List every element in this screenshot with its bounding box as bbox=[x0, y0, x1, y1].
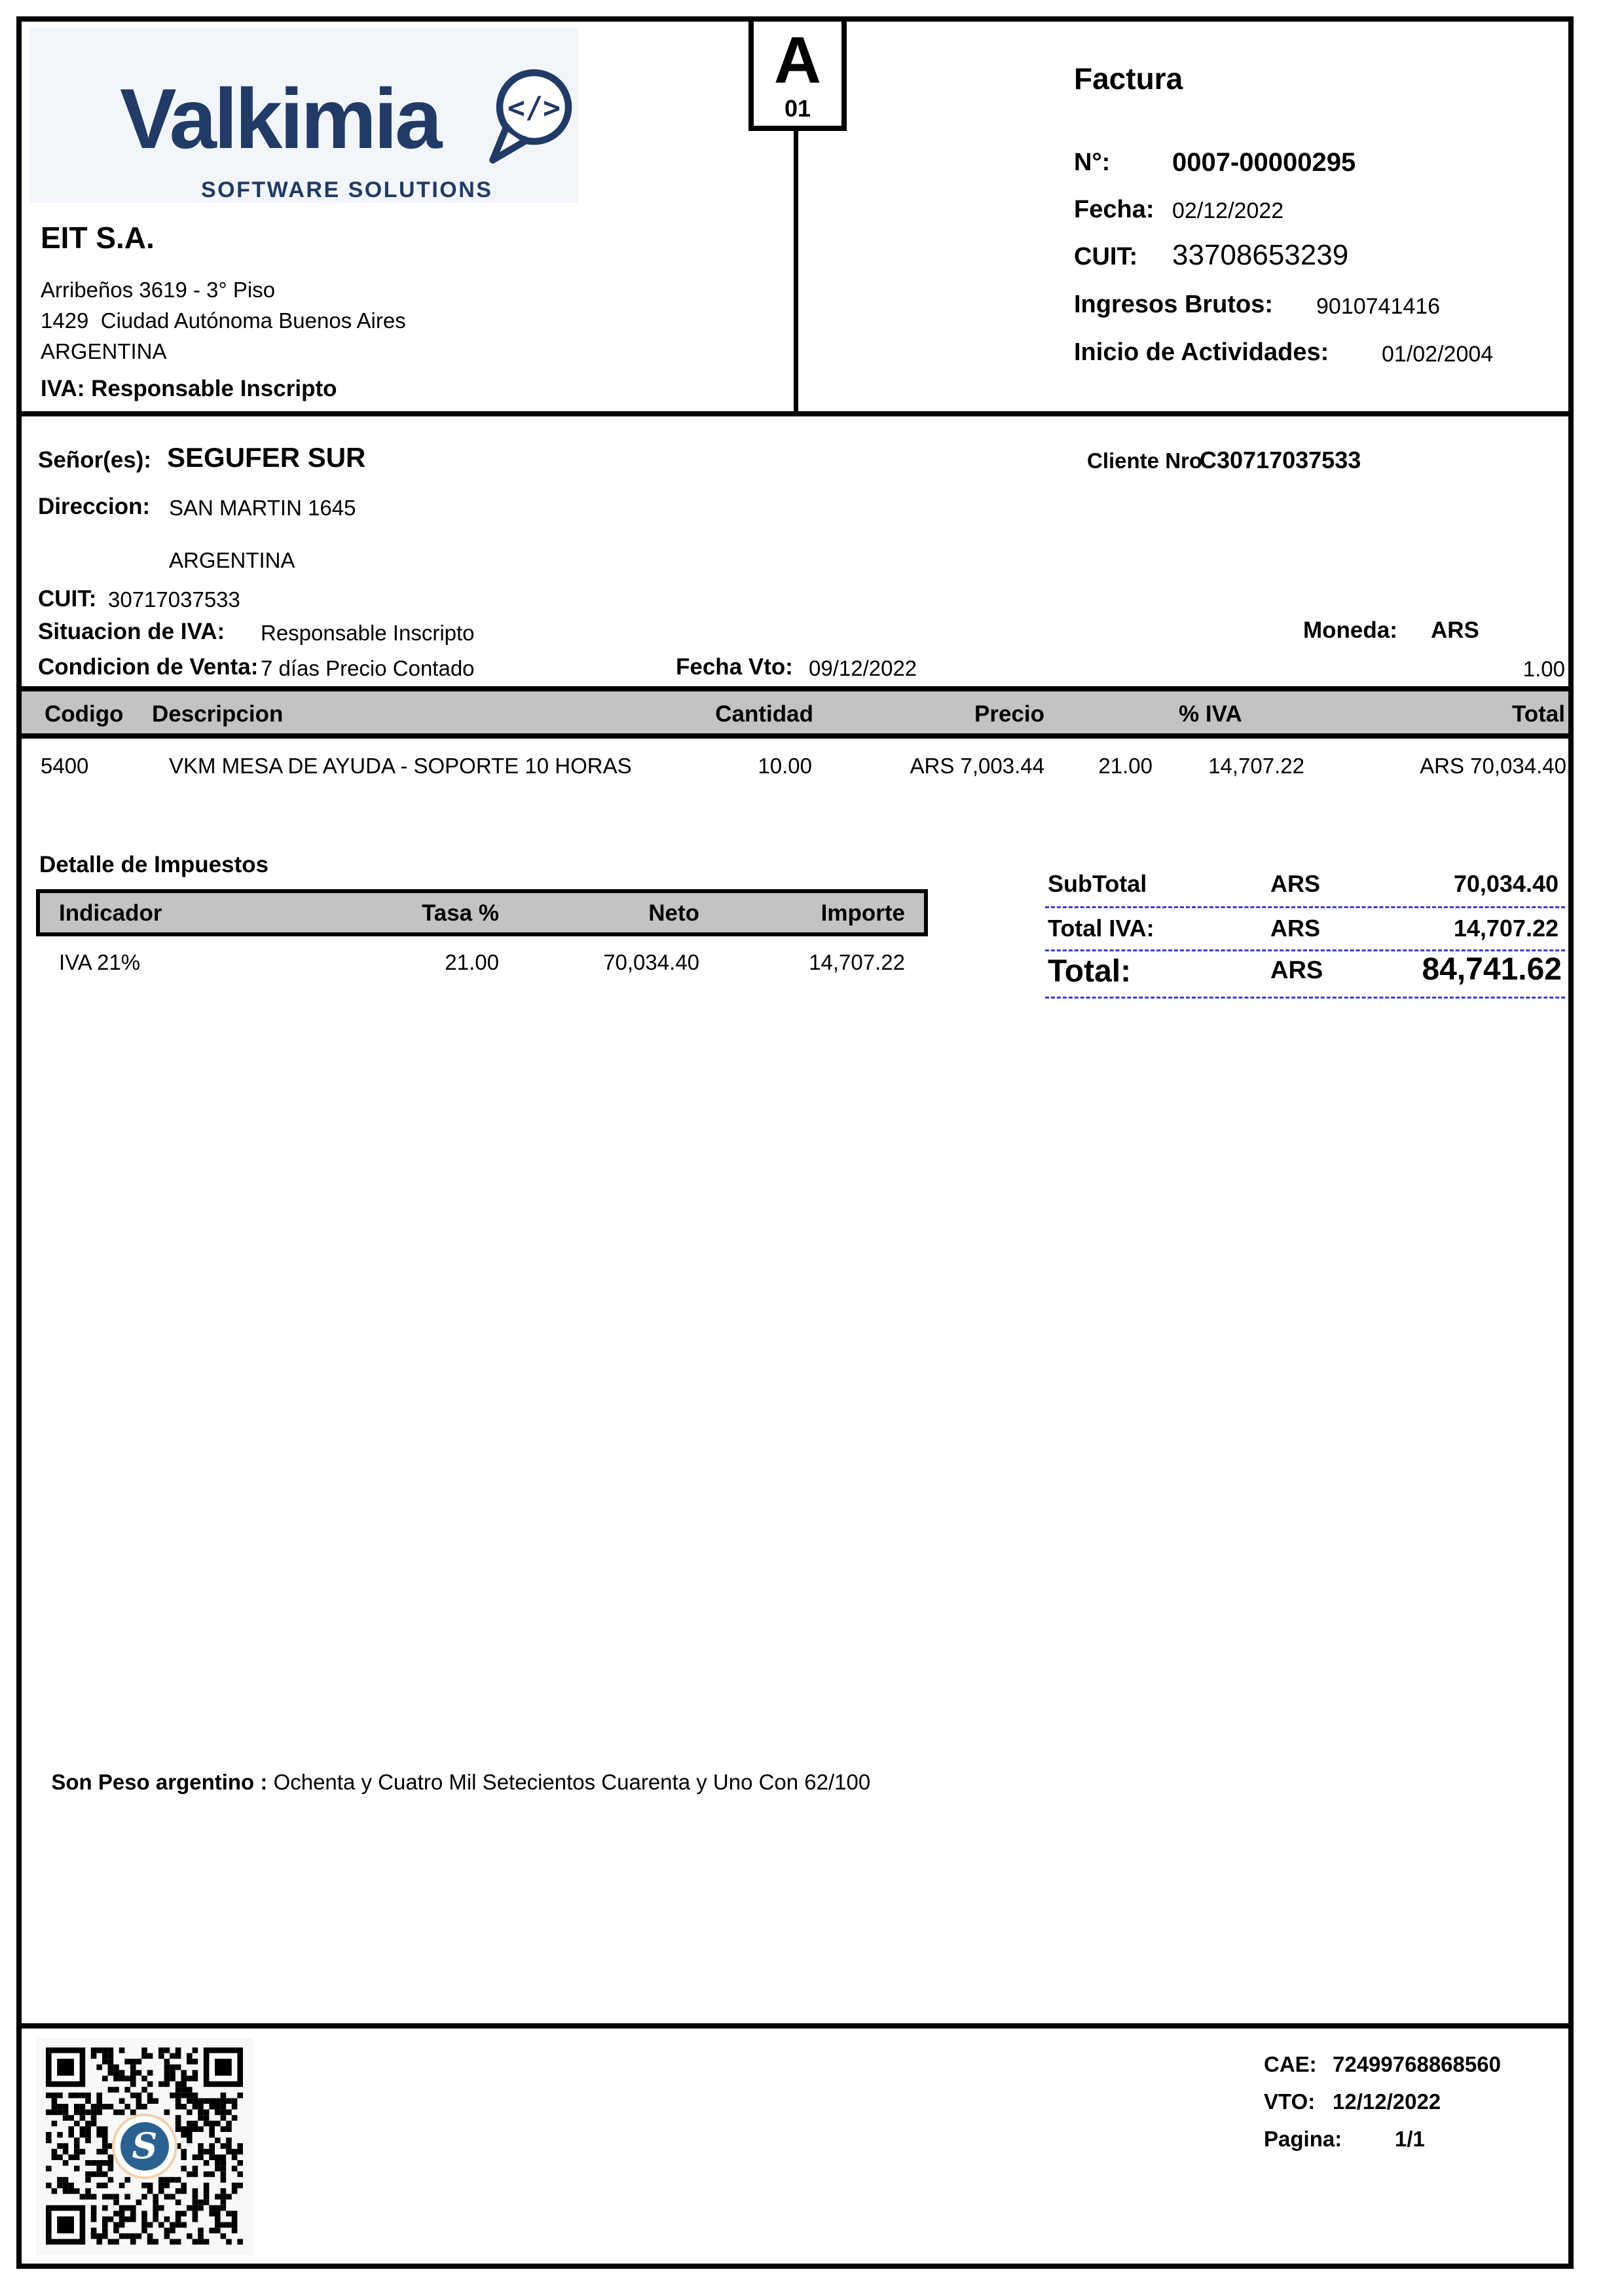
subtotal-label: SubTotal bbox=[1048, 870, 1147, 897]
subtotal-dashed-line bbox=[1045, 906, 1565, 908]
item-cantidad: 10.00 bbox=[758, 754, 812, 778]
tax-header-importe: Importe bbox=[821, 900, 905, 926]
item-total: ARS 70,034.40 bbox=[1420, 754, 1566, 778]
sale-condition: 7 días Precio Contado bbox=[261, 656, 475, 680]
tax-neto: 70,034.40 bbox=[603, 950, 699, 974]
total-iva-label: Total IVA: bbox=[1048, 915, 1154, 942]
item-codigo: 5400 bbox=[41, 754, 89, 778]
vto-value: 12/12/2022 bbox=[1333, 2089, 1441, 2114]
tax-detail-title: Detalle de Impuestos bbox=[39, 852, 269, 877]
logo-wordmark: Valkimia bbox=[120, 71, 440, 166]
subtotal-currency: ARS bbox=[1270, 870, 1321, 897]
issuer-cuit-label: CUIT: bbox=[1074, 243, 1138, 270]
due-date: 09/12/2022 bbox=[809, 656, 917, 680]
exchange-rate: 1.00 bbox=[1522, 657, 1565, 681]
issuer-name: EIT S.A. bbox=[41, 221, 155, 255]
invoice-title: Factura bbox=[1074, 62, 1183, 96]
invoice-type-box bbox=[748, 16, 847, 131]
svg-text:S: S bbox=[132, 2125, 158, 2167]
section-divider-2 bbox=[16, 686, 1574, 691]
activity-start: 01/02/2004 bbox=[1382, 342, 1494, 367]
items-header-total: Total bbox=[1511, 701, 1565, 727]
iva-situation: Responsable Inscripto bbox=[261, 621, 475, 645]
total-value: 84,741.62 bbox=[1422, 952, 1562, 987]
client-number-label: Cliente Nro bbox=[1087, 449, 1203, 473]
items-header-descripcion: Descripcion bbox=[152, 701, 284, 727]
qr-code bbox=[36, 2038, 253, 2255]
company-logo bbox=[29, 28, 578, 203]
page-value: 1/1 bbox=[1395, 2127, 1425, 2151]
amount-in-words-text: Ochenta y Cuatro Mil Setecientos Cuarenta y Uno Con 62/100 bbox=[273, 1770, 871, 1795]
page-label: Pagina: bbox=[1264, 2127, 1342, 2151]
tax-indicador: IVA 21% bbox=[59, 950, 141, 974]
items-header-cantidad: Cantidad bbox=[715, 701, 813, 727]
subtotal-value: 70,034.40 bbox=[1453, 870, 1559, 897]
items-table-header-underline bbox=[16, 733, 1574, 739]
code-bubble-icon bbox=[480, 65, 578, 170]
gross-income: 9010741416 bbox=[1316, 294, 1441, 319]
tax-importe: 14,707.22 bbox=[809, 950, 905, 974]
item-precio: ARS 7,003.44 bbox=[910, 754, 1044, 778]
issuer-address-line3: ARGENTINA bbox=[41, 339, 167, 363]
invoice-date-label: Fecha: bbox=[1074, 196, 1154, 223]
invoice-date: 02/12/2022 bbox=[1172, 198, 1284, 223]
items-header-codigo: Codigo bbox=[45, 701, 124, 727]
tax-header-neto: Neto bbox=[648, 900, 699, 926]
issuer-address-line2: 1429 Ciudad Autónoma Buenos Aires bbox=[41, 308, 406, 333]
cae-value: 72499768868560 bbox=[1333, 2052, 1501, 2076]
vto-label: VTO: bbox=[1264, 2089, 1316, 2114]
total-iva-value: 14,707.22 bbox=[1453, 915, 1559, 942]
tax-header-indicador: Indicador bbox=[59, 900, 162, 926]
logo-tagline: SOFTWARE SOLUTIONS bbox=[201, 177, 493, 202]
invoice-number: 0007-00000295 bbox=[1172, 148, 1356, 177]
footer-divider bbox=[16, 2023, 1574, 2029]
sale-condition-label: Condicion de Venta: bbox=[38, 654, 259, 680]
iva-situation-label: Situacion de IVA: bbox=[38, 619, 225, 644]
customer-cuit: 30717037533 bbox=[108, 587, 240, 612]
customer-name: SEGUFER SUR bbox=[167, 442, 366, 473]
currency: ARS bbox=[1431, 617, 1479, 643]
amount-in-words bbox=[39, 1747, 870, 1795]
customer-address: SAN MARTIN 1645 bbox=[169, 496, 356, 520]
amount-in-words-label: Son Peso argentino : bbox=[51, 1770, 268, 1795]
item-iva-importe: 14,707.22 bbox=[1208, 754, 1304, 778]
total-currency: ARS bbox=[1270, 957, 1323, 984]
tax-header-tasa: Tasa % bbox=[421, 900, 499, 926]
section-divider-1 bbox=[16, 411, 1574, 416]
issuer-iva-status: IVA: Responsable Inscripto bbox=[41, 376, 337, 401]
header-divider-vertical bbox=[794, 131, 798, 416]
total-dashed-line bbox=[1045, 997, 1565, 999]
gross-income-label: Ingresos Brutos: bbox=[1074, 291, 1274, 318]
invoice-number-label: N°: bbox=[1074, 149, 1111, 176]
invoice-type-letter: A bbox=[773, 23, 822, 97]
item-iva-tasa: 21.00 bbox=[1098, 754, 1153, 778]
issuer-address-line1: Arribeños 3619 - 3° Piso bbox=[41, 278, 276, 302]
customer-address-label: Direccion: bbox=[38, 494, 151, 519]
total-iva-dashed-line bbox=[1045, 949, 1565, 951]
due-date-label: Fecha Vto: bbox=[676, 654, 793, 680]
client-number: C30717037533 bbox=[1200, 447, 1361, 473]
tax-tasa: 21.00 bbox=[445, 950, 499, 974]
total-label: Total: bbox=[1048, 954, 1132, 989]
item-descripcion: VKM MESA DE AYUDA - SOPORTE 10 HORAS bbox=[169, 754, 632, 778]
customer-country: ARGENTINA bbox=[169, 548, 295, 572]
items-header-precio: Precio bbox=[974, 701, 1044, 727]
total-iva-currency: ARS bbox=[1270, 915, 1321, 942]
invoice-type-code: 01 bbox=[784, 94, 811, 122]
currency-label: Moneda: bbox=[1303, 617, 1397, 643]
issuer-cuit: 33708653239 bbox=[1172, 239, 1349, 271]
items-header-iva: % IVA bbox=[1179, 701, 1242, 727]
customer-cuit-label: CUIT: bbox=[38, 586, 97, 612]
activity-start-label: Inicio de Actividades: bbox=[1074, 339, 1329, 366]
qr-code-icon bbox=[36, 2038, 253, 2255]
cae-label: CAE: bbox=[1264, 2052, 1317, 2076]
customer-holder-label: Señor(es): bbox=[38, 447, 152, 473]
svg-text:</>: </> bbox=[507, 90, 561, 125]
